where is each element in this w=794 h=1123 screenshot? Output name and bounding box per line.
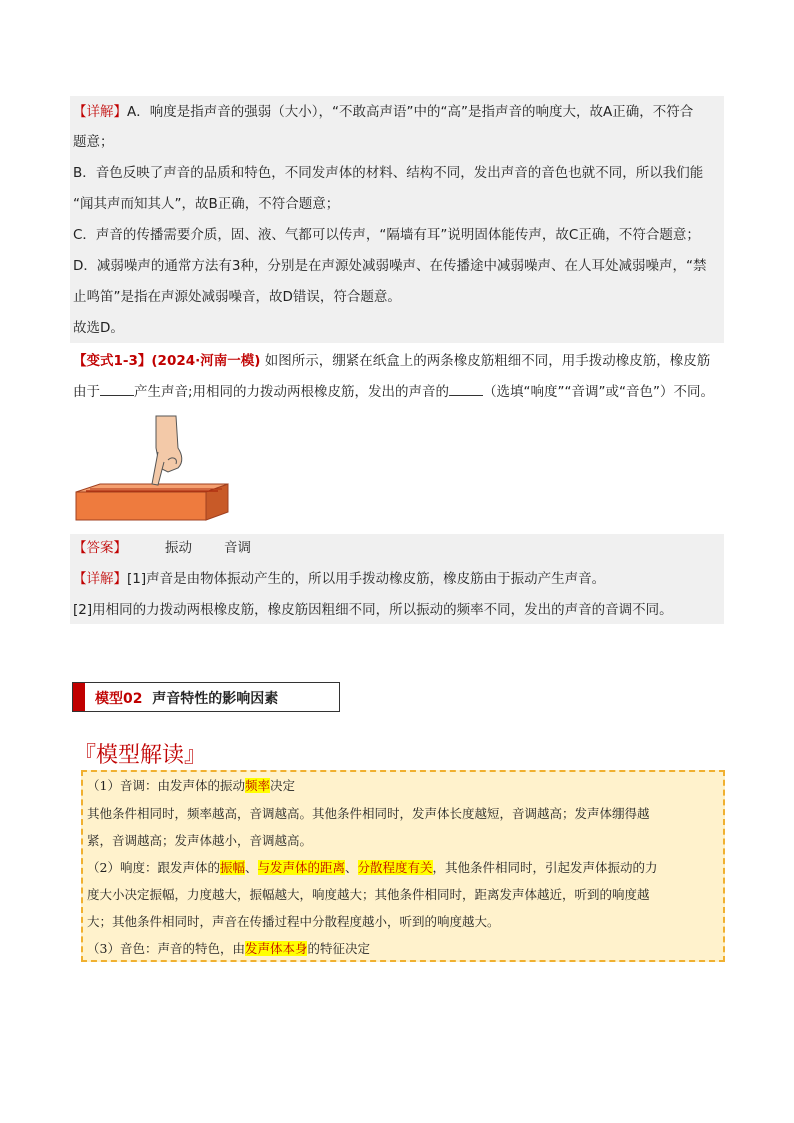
detail-line-5: C．声音的传播需要介质，固、液、气都可以传声，“隔墙有耳”说明固体能传声，故C正确，不符合题意； bbox=[73, 227, 700, 243]
model-line-1: （1）音调：由发声体的振动频率决定 bbox=[87, 778, 295, 793]
detail-line-3: B．音色反映了声音的品质和特色，不同发声体的材料、结构不同，发出声音的音色也就不同，所以我们能 bbox=[73, 165, 704, 181]
answer-blank-2 bbox=[449, 382, 483, 396]
rubber-band-box-figure bbox=[72, 412, 232, 524]
model-line-7: （3）音色：声音的特色，由发声体本身的特征决定 bbox=[87, 941, 370, 956]
detail-line-2: 题意； bbox=[73, 134, 114, 150]
variant-question-line-1: 【变式1-3】(2024·河南一模) 如图所示，绷紧在纸盒上的两条橡皮筋粗细不同，用手拨动橡皮筋，橡皮筋 bbox=[73, 353, 711, 369]
model-line-5: 度大小决定振幅，力度越大，振幅越大，响度越大；其他条件相同时，距离发声体越近，听到的响度越 bbox=[87, 887, 650, 902]
detail-line-1: 【详解】A．响度是指声音的强弱（大小），“不敢高声语”中的“高”是指声音的响度大，故A正确，不符合 bbox=[73, 104, 694, 120]
detail-line-7: 止鸣笛”是指在声源处减弱噪音，故D错误，符合题意。 bbox=[73, 289, 401, 305]
detail-line-4: “闻其声而知其人”，故B正确，不符合题意； bbox=[73, 196, 340, 212]
variant-tag: 【变式1-3】 bbox=[73, 353, 152, 369]
detail2-tag: 【详解】 bbox=[73, 571, 127, 587]
answer-tag: 【答案】 bbox=[73, 540, 127, 556]
answer-2: 音调 bbox=[224, 540, 251, 556]
section-title-bar bbox=[73, 683, 85, 711]
detail2-line-2: [2]用相同的力拨动两根橡皮筋，橡皮筋因粗细不同，所以振动的频率不同，发出的声音的音调不同。 bbox=[73, 602, 673, 618]
model-line-6: 大；其他条件相同时，声音在传播过程中分散程度越小，听到的响度越大。 bbox=[87, 914, 500, 929]
model-line-2: 其他条件相同时，频率越高，音调越高。其他条件相同时，发声体长度越短，音调越高；发声体绷得越 bbox=[87, 806, 650, 821]
section-title: 模型02 声音特性的影响因素 bbox=[95, 691, 279, 707]
model-line-4: （2）响度：跟发声体的振幅、与发声体的距离、分散程度有关，其他条件相同时，引起发声体振动的力 bbox=[87, 860, 658, 875]
detail-line-8: 故选D。 bbox=[73, 320, 124, 336]
answer-line bbox=[73, 538, 251, 558]
variant-question-line-2: 由于 产生声音;用相同的力拨动两根橡皮筋，发出的声音的 （选填“响度”“音调”或“音色”）不同。 bbox=[73, 384, 715, 400]
detail-tag: 【详解】 bbox=[73, 104, 127, 120]
answer-blank-1 bbox=[100, 382, 134, 396]
model-heading: 『模型解读』 bbox=[74, 743, 207, 768]
section-title-box bbox=[72, 682, 340, 712]
answer-1: 振动 bbox=[165, 540, 192, 556]
detail-line-6: D．减弱噪声的通常方法有3种，分别是在声源处减弱噪声、在传播途中减弱噪声、在人耳处减弱噪声，“禁 bbox=[73, 258, 707, 274]
variant-source: (2024·河南一模) bbox=[151, 353, 261, 369]
model-line-3: 紧，音调越高；发声体越小，音调越高。 bbox=[87, 833, 313, 848]
detail2-line-1: 【详解】[1]声音是由物体振动产生的，所以用手拨动橡皮筋，橡皮筋由于振动产生声音。 bbox=[73, 571, 606, 587]
